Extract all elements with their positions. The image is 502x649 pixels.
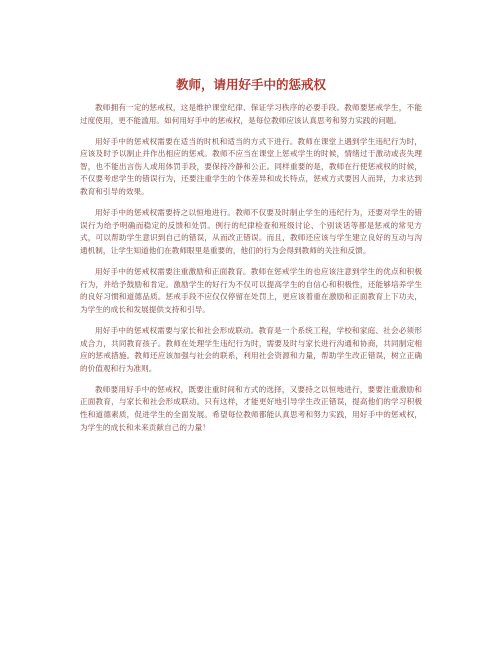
- paragraph-intro: 教师拥有一定的惩戒权，这是维护课堂纪律、保证学习秩序的必要手段。教师要惩戒学生，不能过度使用，更不能滥用。如何用好手中的惩戒权，是每位教师应该认真思考和努力实践的问题。: [80, 103, 422, 125]
- paragraph-cooperation: 用好手中的惩戒权需要与家长和社会形成联动。教育是一个系统工程，学校和家庭、社会必须形成合力，共同教育孩子。教师在处理学生违纪行为时，需要及时与家长进行沟通和协商，共同制定相应的惩戒措施。教师还应该加强与社会的联系，利用社会资源和力量，帮助学生改正错误，树立正确的价值观和行为准则。: [80, 325, 422, 373]
- paragraph-encouragement: 用好手中的惩戒权需要注重激励和正面教育。教师在惩戒学生的也应该注意到学生的优点和积极行为，并给予鼓励和肯定。激励学生的好行为不仅可以提高学生的自信心和积极性，还能够培养学生的良好习惯和道德品质。惩戒手段不应仅仅停留在处罚上，更应该着重在激励和正面教育上下功夫，为学生的成长和发展提供支持和引导。: [80, 267, 422, 314]
- paragraph-timing: 用好手中的惩戒权需要在适当的时机和适当的方式下进行。教师在课堂上遇到学生违纪行为时，应该及时予以制止并作出相应的惩戒。教师不应当在课堂上惩戒学生的时候，情绪过于激动或丧失理智，也不能出言伤人或用体罚手段，要保持冷静和公正。同样重要的是，教师在行使惩戒权的时候，不仅要考虑学生的错误行为，还要注重学生的个体差异和成长特点，惩戒方式要因人而异，力求达到教育和引导的效果。: [80, 136, 422, 197]
- document-title: 教师，请用好手中的惩戒权: [175, 77, 326, 92]
- paragraph-conclusion: 教师要用好手中的惩戒权，既要注重时间和方式的选择，又要持之以恒地进行，要要注重激励和正面教育，与家长和社会形成联动。只有这样，才能更好地引导学生改正错误，提高他们的学习积极性和道德素质，促进学生的全面发展。希望每位教师都能认真思考和努力实践，用好手中的惩戒权，为学生的成长和未来贡献自己的力量！: [80, 384, 422, 432]
- paragraph-persistence: 用好手中的惩戒权需要持之以恒地进行。教师不仅要及时制止学生的违纪行为，还要对学生的错误行为给予明确而稳定的反馈和处罚。例行的纪律检查和班级讨论、个别谈话等都是惩戒的常见方式，可以帮助学生意识到自己的错误，从而改正错误。而且，教师还应该与学生建立良好的互动与沟通机制，让学生知道他们在教师眼里是重要的，他们的行为会得到教师的关注和反馈。: [80, 208, 422, 255]
